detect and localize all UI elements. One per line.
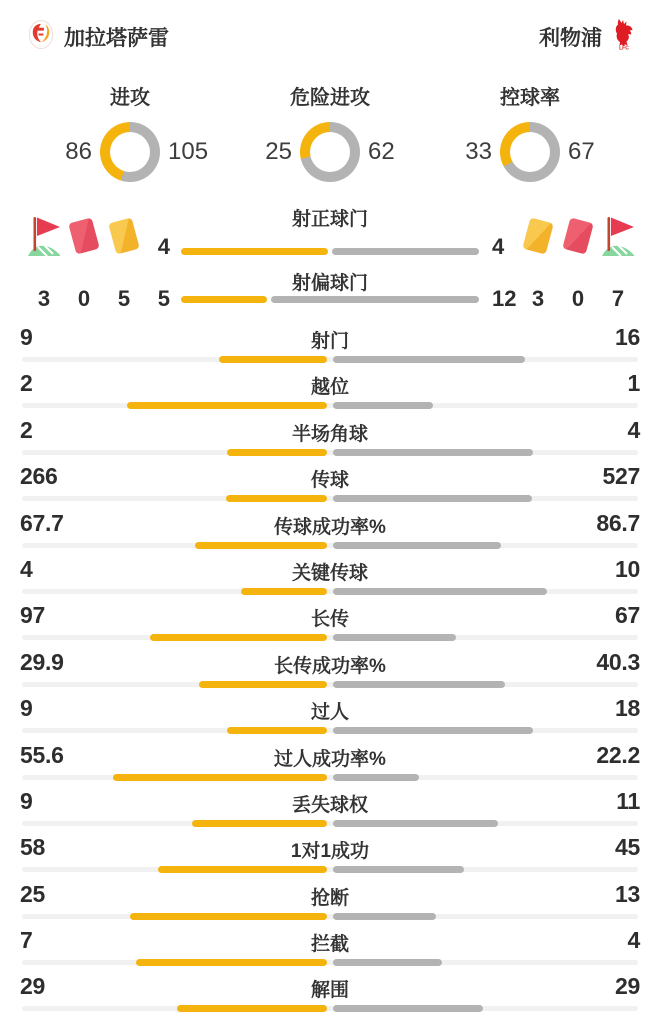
stat-row-7: [0, 647, 660, 693]
yellow-card-icon: [104, 214, 144, 258]
donut-1: [246, 81, 414, 182]
away-discipline-values: [518, 286, 638, 312]
stat-away-value: 527: [602, 463, 640, 490]
stat-bar-track: [22, 496, 638, 501]
stat-label: 过人: [310, 702, 349, 724]
stat-home-value: 7: [20, 927, 33, 954]
stat-bar-track: [22, 635, 638, 640]
stat-home-value: 67.7: [20, 509, 64, 536]
away-discipline-icons: [518, 214, 638, 258]
stat-label: 关键传球: [291, 562, 368, 584]
yellow-card-icon: [518, 214, 558, 258]
donut-body: [46, 122, 214, 182]
shots-off-target-home-value: 5: [157, 286, 170, 311]
stat-home-value: 25: [20, 880, 45, 907]
stat-label: 过人成功率%: [274, 748, 386, 770]
stat-bar-track: [22, 682, 638, 687]
donut-title: 控球率: [500, 87, 560, 109]
stat-bar-track: [22, 403, 638, 408]
donut-away-value: 105: [168, 138, 209, 165]
away-stat-bar: [333, 727, 533, 734]
away-yellow-card-count: 3: [531, 286, 545, 311]
donut-charts: [0, 81, 660, 182]
stat-row-2: [0, 415, 660, 461]
shots-off-target-bar: [181, 296, 479, 303]
stat-row-6: [0, 600, 660, 646]
galatasaray-logo-icon: [28, 19, 54, 55]
home-stat-bar: [158, 866, 327, 873]
stat-away-value: 22.2: [596, 741, 640, 768]
stat-away-value: 13: [615, 880, 640, 907]
stat-home-value: 29.9: [20, 648, 64, 675]
liverpool-logo-icon: [612, 18, 636, 55]
stat-home-value: 9: [20, 787, 33, 814]
stat-bar-track: [22, 867, 638, 872]
away-stat-bar: [333, 402, 433, 409]
stat-row-5: [0, 554, 660, 600]
away-stat-bar: [333, 820, 498, 827]
stat-away-value: 40.3: [596, 648, 640, 675]
donut-away-value: 62: [368, 138, 395, 165]
home-team-name: 加拉塔萨雷: [64, 26, 169, 50]
shots-on-target-away-value: 4: [492, 234, 505, 259]
stat-label: 拦截: [310, 934, 349, 956]
away-bar-segment: [332, 248, 479, 255]
donut-body: [246, 122, 414, 182]
stat-home-value: 58: [20, 834, 45, 861]
home-stat-bar: [136, 959, 327, 966]
stat-row-1: [0, 368, 660, 414]
home-bar-segment: [181, 248, 328, 255]
stat-away-value: 4: [627, 927, 640, 954]
stat-row-10: [0, 786, 660, 832]
away-team-name: 利物浦: [539, 26, 602, 50]
away-stat-bar: [333, 866, 464, 873]
stat-home-value: 29: [20, 973, 45, 1000]
donut-2: [446, 81, 614, 182]
stat-label: 越位: [310, 377, 349, 399]
stat-row-3: [0, 461, 660, 507]
stat-label: 丢失球权: [291, 794, 368, 816]
stat-label: 射门: [310, 331, 349, 352]
stat-bar-track: [22, 914, 638, 919]
donut-home-value: 25: [265, 138, 292, 165]
home-discipline-values: [24, 286, 144, 312]
home-stat-bar: [127, 402, 327, 409]
donut-ring: [100, 122, 160, 182]
stat-label: 传球: [310, 470, 349, 492]
donut-away-value: 67: [568, 138, 595, 165]
home-yellow-card-count: 5: [117, 286, 131, 311]
stat-row-0: [0, 322, 660, 368]
donut-title: 进攻: [110, 87, 150, 109]
stat-row-4: [0, 508, 660, 554]
away-stat-bar: [333, 542, 501, 549]
stat-away-value: 29: [615, 973, 640, 1000]
home-stat-bar: [113, 774, 327, 781]
away-bar-segment: [271, 296, 479, 303]
stat-bar-track: [22, 543, 638, 548]
home-stat-bar: [227, 727, 327, 734]
stat-bar-track: [22, 821, 638, 826]
away-red-card-count: 0: [571, 286, 585, 311]
home-discipline-icons: [24, 214, 144, 258]
donut-home-value: 86: [65, 138, 92, 165]
home-corner-count: 3: [37, 286, 51, 311]
away-corner-count: 7: [611, 286, 625, 311]
away-team: [539, 18, 636, 55]
away-stat-bar: [333, 449, 533, 456]
away-stat-bar: [333, 959, 442, 966]
donut-body: [446, 122, 614, 182]
stat-row-11: [0, 832, 660, 878]
header: [0, 0, 660, 55]
stat-bar-track: [22, 357, 638, 362]
stat-away-value: 4: [627, 416, 640, 443]
donut-0: [46, 81, 214, 182]
stat-label: 传球成功率%: [274, 516, 386, 538]
red-card-icon: [558, 214, 598, 258]
stat-row-14: [0, 971, 660, 1017]
stat-away-value: 45: [615, 834, 640, 861]
home-stat-bar: [195, 542, 327, 549]
shots-off-target-label: 射偏球门: [291, 273, 368, 294]
home-stat-bar: [130, 913, 327, 920]
stat-row-8: [0, 693, 660, 739]
lfc-caption: LFC: [619, 45, 629, 50]
shots-on-target-bar: [181, 248, 479, 255]
stat-home-value: 9: [20, 695, 33, 722]
home-stat-bar: [192, 820, 327, 827]
away-stat-bar: [333, 774, 419, 781]
home-bar-segment: [181, 296, 267, 303]
home-stat-bar: [226, 495, 327, 502]
stat-bar-track: [22, 1006, 638, 1011]
shots-discipline-block: [0, 204, 660, 316]
stat-home-value: 266: [20, 463, 58, 490]
stat-label: 1对1成功: [290, 841, 370, 863]
stat-row-9: [0, 740, 660, 786]
away-stat-bar: [333, 1005, 483, 1012]
donut-home-value: 33: [465, 138, 492, 165]
home-stat-bar: [199, 681, 327, 688]
home-stat-bar: [241, 588, 327, 595]
stat-label: 抢断: [310, 887, 349, 909]
home-stat-bar: [219, 356, 327, 363]
away-stat-bar: [333, 588, 547, 595]
stat-row-12: [0, 879, 660, 925]
shots-off-target-away-value: 12: [492, 286, 517, 311]
stat-label: 解围: [310, 980, 349, 1002]
stat-away-value: 16: [615, 324, 640, 350]
away-stat-bar: [333, 681, 505, 688]
corner-flag-icon: [598, 214, 638, 258]
stat-row-13: [0, 925, 660, 971]
stat-bar-track: [22, 728, 638, 733]
stat-label: 长传成功率%: [274, 655, 386, 677]
stat-label: 长传: [310, 609, 349, 631]
home-team: [28, 19, 169, 55]
donut-ring: [500, 122, 560, 182]
stat-home-value: 97: [20, 602, 45, 629]
home-stat-bar: [227, 449, 327, 456]
stat-away-value: 1: [627, 370, 640, 397]
stat-away-value: 67: [615, 602, 640, 629]
stat-home-value: 9: [20, 324, 33, 350]
shots-on-target-home-value: 4: [157, 234, 170, 259]
stat-home-value: 4: [20, 555, 33, 582]
away-stat-bar: [333, 913, 436, 920]
donut-title: 危险进攻: [290, 87, 370, 109]
home-stat-bar: [177, 1005, 327, 1012]
stat-home-value: 2: [20, 370, 33, 397]
stat-label: 半场角球: [291, 423, 368, 445]
home-stat-bar: [150, 634, 327, 641]
stat-home-value: 2: [20, 416, 33, 443]
stat-bar-track: [22, 450, 638, 455]
stat-home-value: 55.6: [20, 741, 64, 768]
stat-rows: [0, 322, 660, 1018]
home-red-card-count: 0: [77, 286, 91, 311]
red-card-icon: [64, 214, 104, 258]
away-stat-bar: [333, 634, 456, 641]
stat-away-value: 11: [616, 787, 640, 814]
corner-flag-icon: [24, 214, 64, 258]
away-stat-bar: [333, 356, 525, 363]
stat-away-value: 10: [615, 555, 640, 582]
stat-away-value: 18: [615, 695, 640, 722]
stat-away-value: 86.7: [596, 509, 640, 536]
stat-bar-track: [22, 960, 638, 965]
shots-on-target-label: 射正球门: [291, 209, 368, 230]
away-stat-bar: [333, 495, 532, 502]
donut-ring: [300, 122, 360, 182]
